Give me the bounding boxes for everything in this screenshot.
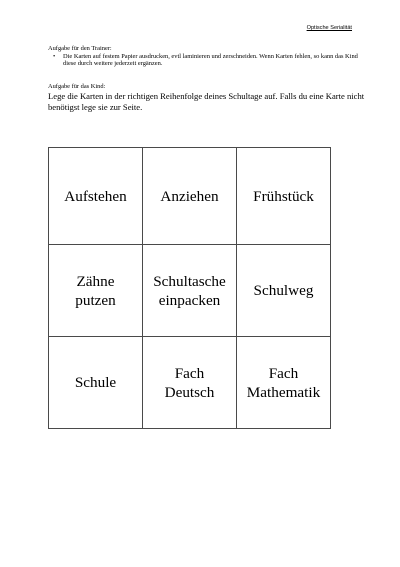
cards-row <box>49 337 331 429</box>
child-task-section <box>48 83 366 113</box>
trainer-task-heading: Aufgabe für den Trainer: <box>48 45 112 52</box>
child-task-heading: Aufgabe für das Kind: <box>48 83 106 90</box>
trainer-task-item <box>53 52 358 68</box>
trainer-task-item-text: Die Karten auf festem Papier ausdrucken, evtl laminieren und zerschneiden. Wenn Karten fehlen, so kann das Kind diese durch weitere jederzeit ergänzen. <box>63 52 358 68</box>
trainer-task-list <box>48 53 358 68</box>
cards-row <box>49 148 331 245</box>
card-fruehstueck: Frühstück <box>237 148 331 245</box>
cards-row <box>49 245 331 337</box>
card-anziehen: Anziehen <box>143 148 237 245</box>
trainer-task-section <box>48 45 358 68</box>
card-fach-deutsch: Fach Deutsch <box>143 337 237 429</box>
child-task-text: Lege die Karten in der richtigen Reihenfolge deines Schultage auf. Falls du eine Karte nicht benötigst lege sie zur Seite. <box>48 90 365 112</box>
bullet-icon: • <box>53 52 56 60</box>
card-schulweg: Schulweg <box>237 245 331 337</box>
card-schultasche-einpacken: Schultasche einpacken <box>143 245 237 337</box>
cards-table <box>48 147 331 429</box>
page-header-title: Optische Serialität <box>306 25 352 31</box>
card-zaehne-putzen: Zähne putzen <box>49 245 143 337</box>
card-aufstehen: Aufstehen <box>49 148 143 245</box>
card-fach-mathematik: Fach Mathematik <box>237 337 331 429</box>
card-schule: Schule <box>49 337 143 429</box>
